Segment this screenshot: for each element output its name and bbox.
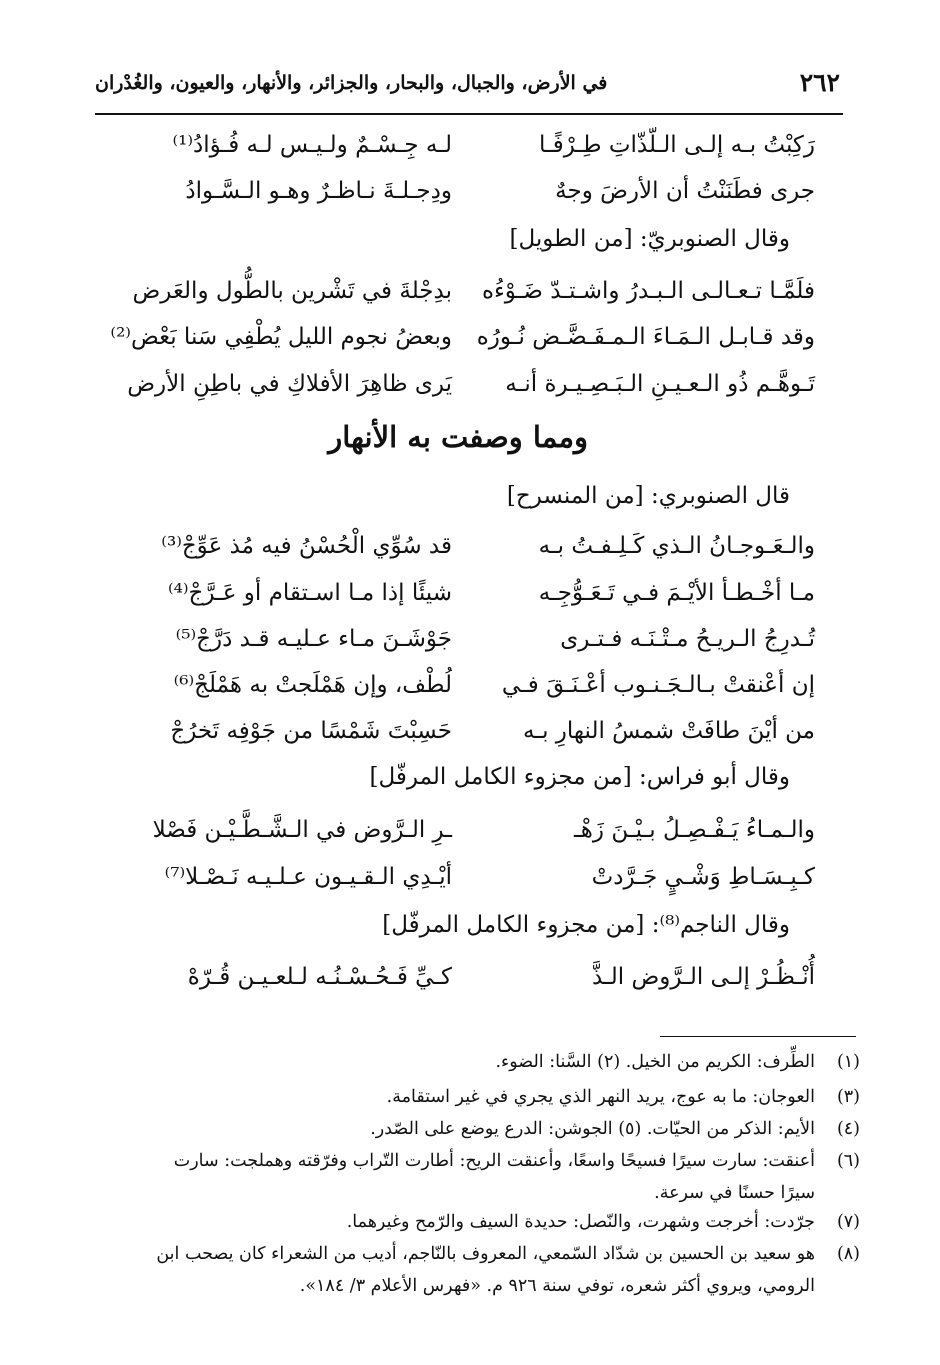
verse-hemistich-left: بدِجْلةَ في تَشْرين بالطُّول والعَرض <box>132 278 452 304</box>
section-heading: ومما وصفت به الأنهار <box>328 420 588 454</box>
footnote-number: (٧) <box>836 1212 860 1232</box>
poet-intro: وقال أبو فراس: [من مجزوء الكامل المرفّل] <box>369 764 790 790</box>
verse-hemistich-left: لُطْف، وإن هَمْلَجتْ به هَمْلَجْ⁽⁶⁾ <box>173 672 452 698</box>
footnote-number: (٨) <box>836 1244 860 1264</box>
verse-hemistich-right: تُـدرِجُ الـريـحُ مـتْـنَـه فـتـرى <box>560 626 815 652</box>
verse-hemistich-right: كـبِـسَـاطِ وَشْـيٍ جَـرَّدتْ <box>591 864 815 890</box>
verse-hemistich-right: رَكِبْتُ بـه إلـى الـلّذّاتِ طِـرْفًـا <box>539 132 815 158</box>
verse-hemistich-left: لـه جِـسْـمٌ ولـيـس لـه فُـؤادُ⁽¹⁾ <box>172 132 452 158</box>
verse-hemistich-right: والـعَـوجـانُ الـذي كَـلِـفـتُ بـه <box>538 533 815 559</box>
footnote-number: (١) <box>836 1052 860 1072</box>
footnote-text: أعنقت: سارت سيرًا فسيحًا واسعًا، وأعنقت الريح: أطارت التّراب وفرّقته وهملجت: سارت <box>173 1151 815 1171</box>
verse-hemistich-left: كـيِّ فَـحُـسْـنُـه لـلعـيـن قُـرّهْ <box>187 964 452 990</box>
footnote-text: هو سعيد بن الحسين بن شدّاد السّمعي، المعروف بالنّاجم، أديب من الشعراء كان يصحب ابن <box>156 1244 815 1264</box>
verse-hemistich-right: والـمـاءُ يَـفْـصِـلُ بـيْـنَ زَهْـ <box>574 817 815 843</box>
footnote-text: الرومي، ويروي أكثر شعره، توفي سنة ٩٢٦ م. «فهرس الأعلام ٣/ ١٨٤». <box>299 1276 815 1296</box>
poet-intro: وقال الصنوبريّ: [من الطويل] <box>509 226 790 252</box>
footnote-number: (٣) <box>836 1087 860 1107</box>
verse-hemistich-right: فلَمَّـا تـعـالـى الـبـدرُ واشـتـدّ ضَـوْءُه <box>481 278 815 304</box>
verse-hemistich-right: مـا أخْـطـأ الأيْـمَ فـي تَـعَـوُّجِـه <box>538 580 815 606</box>
page-number: ٢٦٢ <box>799 68 840 97</box>
poet-intro: وقال الناجم⁽⁸⁾: [من مجزوء الكامل المرفّل] <box>382 912 790 938</box>
verse-hemistich-left: ودِجـلـةَ نـاظـرٌ وهـو الـسَّـوادُ <box>185 178 452 204</box>
verse-hemistich-left: يَرى ظاهِرَ الأفلاكِ في باطِنِ الأرض <box>127 371 452 397</box>
verse-hemistich-right: من أيْنَ طافَتْ شمسُ النهارِ بـه <box>523 718 815 744</box>
verse-hemistich-right: تَـوهَّـم ذُو الـعـيـنِ الـبَـصِـيـرة أنـه <box>505 371 815 397</box>
verse-hemistich-left: شيئًا إذا مـا اسـتقام أو عَـرَّجْ⁽⁴⁾ <box>167 580 452 606</box>
verse-hemistich-left: وبعضُ نجوم الليل يُطْفِي سَنا بَعْض⁽²⁾ <box>110 324 452 350</box>
verse-hemistich-left: جَوْشَـنَ مـاء عـليـه قـد دَرَّجْ⁽⁵⁾ <box>175 626 452 652</box>
verse-hemistich-left: حَسِبْتَ شَمْسًا من جَوْفِه تَخرُجْ <box>170 718 452 744</box>
footnote-text: الطِّرف: الكريم من الخيل. (٢) السَّنا: الضوء. <box>495 1052 815 1072</box>
verse-hemistich-left: أيْـدِي الـقـيـون عـلـيـه نَـصْـلا⁽⁷⁾ <box>164 864 452 890</box>
verse-hemistich-right: وقد قـابـل الـمَـاءَ الـمـفَـضَّـض نُـورُه <box>476 324 815 350</box>
verse-hemistich-right: جرى فطَنَنْتُ أن الأرضَ وجهٌ <box>555 178 815 204</box>
footnote-number: (٤) <box>836 1119 860 1139</box>
verse-hemistich-right: أُنْـظُـرْ إلـى الـرَّوض الـذَّ <box>591 964 815 990</box>
running-title: في الأرض، والجبال، والبحار، والجزائر، والأنهار، والعيون، والغُدْران <box>95 72 608 94</box>
footnote-text: العوجان: ما به عوج، يريد النهر الذي يجري في غير استقامة. <box>386 1087 815 1107</box>
footnote-divider <box>660 1036 856 1037</box>
footnote-number: (٦) <box>836 1151 860 1171</box>
footnote-text: سيرًا حسنًا في سرعة. <box>654 1183 815 1203</box>
verse-hemistich-left: ـرِ الـرَّوض في الـشَّـطَّـيْـن فَصْلا <box>152 817 452 843</box>
page-header <box>95 66 840 110</box>
poet-intro: قال الصنوبري: [من المنسرح] <box>506 483 790 509</box>
header-divider <box>95 113 843 115</box>
verse-hemistich-left: قد سُوِّي الْحُسْنُ فيه مُذ عَوِّجْ⁽³⁾ <box>161 533 452 559</box>
footnote-text: جرّدت: أخرجت وشهرت، والنّصل: حديدة السيف والرّمح وغيرهما. <box>346 1212 815 1232</box>
footnote-text: الأيم: الذكر من الحيّات. (٥) الجوشن: الدرع يوضع على الصّدر. <box>370 1119 815 1139</box>
verse-hemistich-right: إن أعْنقتْ بـالـجَـنـوب أعْـنَـقَ فـي <box>501 672 815 698</box>
